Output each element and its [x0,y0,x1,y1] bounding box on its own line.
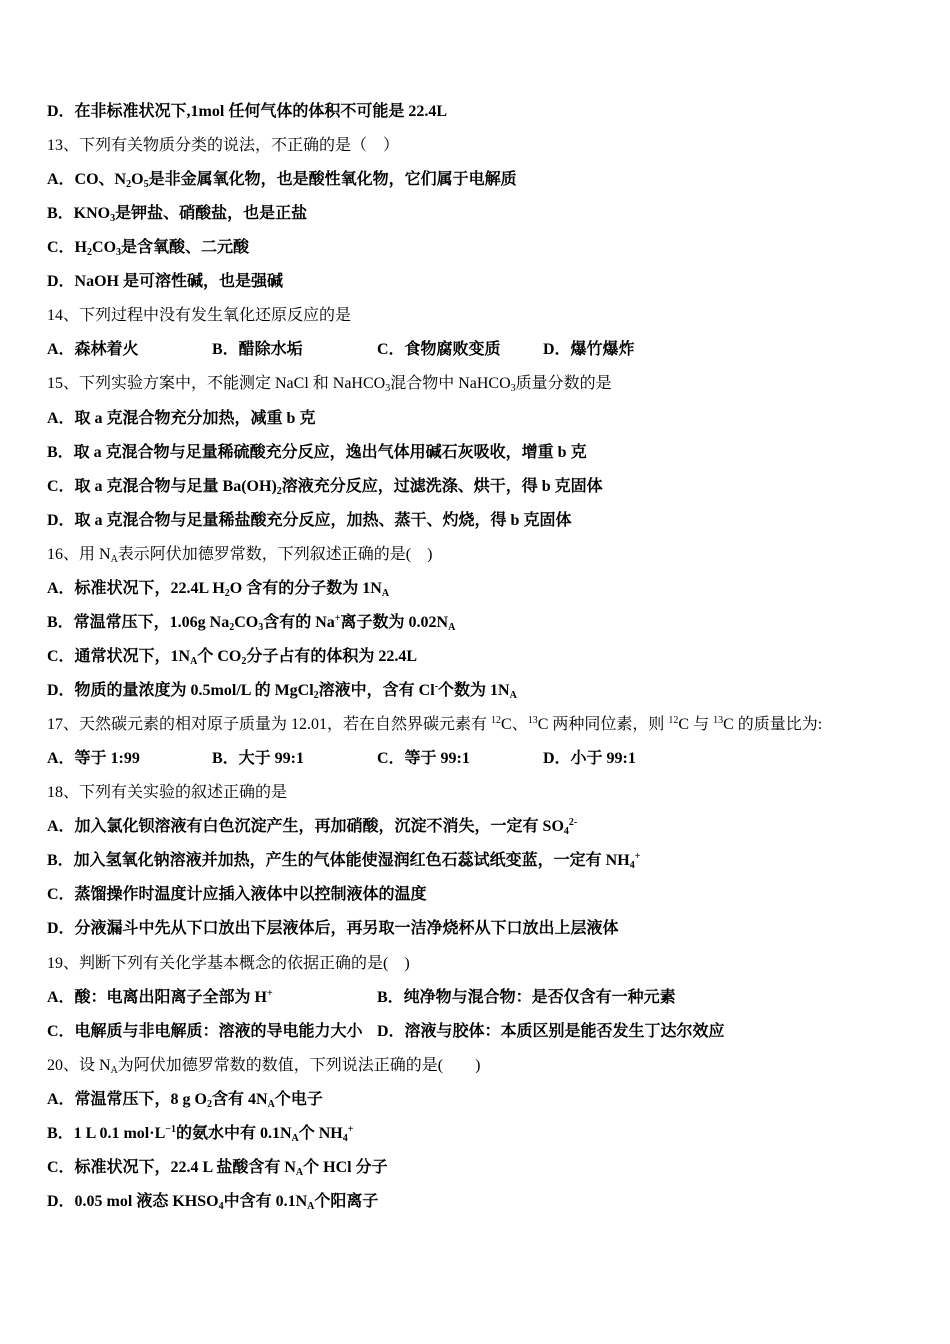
answer-option: A．CO、$N_2O_5$是非金属氧化物，也是酸性氧化物，它们属于电解质 [47,171,517,191]
answer-option: D．溶液与胶体：本质区别是能否发生丁达尔效应 [377,1022,725,1040]
answer-option: A．森林着火 [47,341,139,359]
answer-option: A．等于 1:99 [47,750,140,768]
answer-option: B．常温常压下，1.06g $Na_2CO_3$含有的 Na+离子数为 $0.02N_A$ [47,612,456,633]
question-stem: 17、天然碳元素的相对原子质量为 12.01，若在自然界碳元素有 $^{12}$C、$^{13}$C 两种同位素，则 $^{12}$C 与 $^{13}$C 的质量比为: [47,715,823,734]
answer-option: B．1 L 0.1 $mol\cdot L^{-1}$的氨水中有 $0.1N_A$个 $NH_4^+$ [47,1123,354,1144]
answer-option: B．纯净物与混合物：是否仅含有一种元素 [377,988,676,1006]
answer-option: C．食物腐败变质 [377,341,501,359]
question-stem: 18、下列有关实验的叙述正确的是 [47,784,288,802]
answer-option: B．取 a 克混合物与足量稀硫酸充分反应，逸出气体用碱石灰吸收，增重 b 克 [47,443,587,461]
answer-option: C．蒸馏操作时温度计应插入液体中以控制液体的温度 [47,886,427,904]
question-stem: 14、下列过程中没有发生氧化还原反应的是 [47,307,352,325]
answer-option: B．大于 99:1 [212,750,305,768]
answer-option: C．等于 99:1 [377,750,470,768]
answer-option: D．取 a 克混合物与足量稀盐酸充分反应，加热、蒸干、灼烧，得 b 克固体 [47,511,572,529]
answer-option: A．常温常压下，8 g $O_2$含有 $4N_A$个电子 [47,1090,323,1110]
answer-option: A．加入氯化钡溶液有白色沉淀产生，再加硝酸，沉淀不消失，一定有 $SO_4^{2-}$ [47,817,578,838]
answer-option: D．物质的量浓度为 0.5mol/L 的 MgCl$_2$溶液中，含有 Cl-个数为 $1N_A$ [47,681,517,702]
answer-option: D．爆竹爆炸 [543,341,635,359]
answer-option: C．$H_2CO_3$是含氧酸、二元酸 [47,239,250,259]
answer-option: A．酸：电离出阳离子全部为 H+ [47,987,273,1006]
answer-option: B．$KNO_3$是钾盐、硝酸盐，也是正盐 [47,205,308,225]
answer-option: C．标准状况下，22.4 L 盐酸含有 $N_A$个 HCl 分子 [47,1158,388,1178]
answer-option: C．取 a 克混合物与足量 $Ba(OH)_2$溶液充分反应，过滤洗涤、烘干，得 b 克固体 [47,477,603,497]
answer-option: C．通常状况下，$1N_A$个 $CO_2$分子占有的体积为 22.4L [47,647,418,667]
question-stem: 19、判断下列有关化学基本概念的依据正确的是( ) [47,954,410,972]
answer-option: D．分液漏斗中先从下口放出下层液体后，再另取一洁净烧杯从下口放出上层液体 [47,920,619,938]
question-stem: 16、用 $N_A$表示阿伏加德罗常数，下列叙述正确的是( ) [47,545,433,565]
answer-option: A．标准状况下，22.4L $H_2O$ 含有的分子数为 $1N_A$ [47,579,390,599]
question-stem: 15、下列实验方案中，不能测定 NaCl 和 NaHCO$_3$混合物中 NaHCO$_3$质量分数的是 [47,375,612,395]
answer-option: D．在非标准状况下,1mol 任何气体的体积不可能是 22.4L [47,103,448,120]
question-stem: 20、设 $N_A$为阿伏加德罗常数的数值，下列说法正确的是( ) [47,1056,481,1076]
answer-option: D．小于 99:1 [543,750,636,768]
answer-option: B．加入氢氧化钠溶液并加热，产生的气体能使湿润红色石蕊试纸变蓝，一定有 $NH_4^+$ [47,851,641,872]
answer-option: C．电解质与非电解质：溶液的导电能力大小 [47,1022,363,1040]
answer-option: D．NaOH 是可溶性碱，也是强碱 [47,273,284,291]
question-stem: 13、下列有关物质分类的说法，不正确的是（ ） [47,137,400,155]
answer-option: D．0.05 mol 液态 $KHSO_4$中含有 $0.1N_A$个阳离子 [47,1192,379,1212]
answer-option: B．醋除水垢 [212,341,303,359]
answer-option: A．取 a 克混合物充分加热，减重 b 克 [47,409,316,427]
